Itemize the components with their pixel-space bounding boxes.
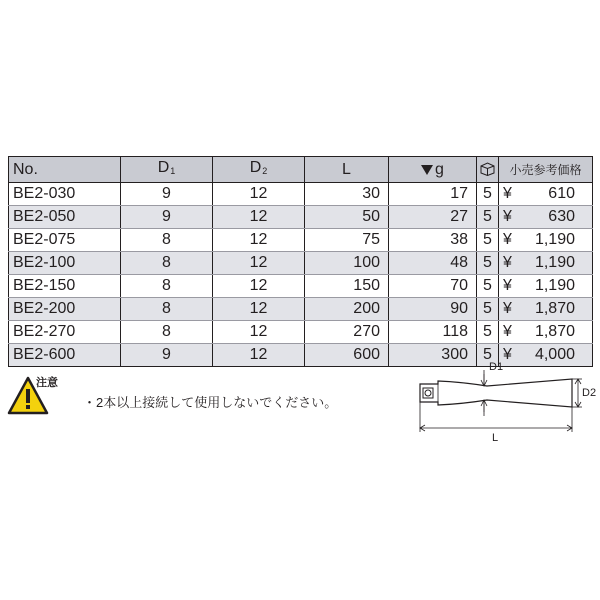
cell-weight: 70 (389, 275, 477, 298)
yen-sign: ¥ (503, 185, 512, 202)
spec-table (8, 156, 593, 367)
cell-quantity: 5 (477, 298, 499, 321)
cell-model-no: BE2-200 (9, 298, 121, 321)
cell-price (499, 229, 593, 252)
cell-price (499, 183, 593, 206)
cell-quantity: 5 (477, 206, 499, 229)
cell-d1: 9 (121, 183, 213, 206)
cell-d1: 8 (121, 275, 213, 298)
cell-quantity: 5 (477, 275, 499, 298)
cell-weight: 38 (389, 229, 477, 252)
table-row (9, 206, 593, 229)
cell-d1: 9 (121, 206, 213, 229)
price-amount: 1,190 (534, 231, 575, 248)
yen-sign: ¥ (503, 346, 512, 363)
cell-model-no: BE2-050 (9, 206, 121, 229)
cell-model-no: BE2-600 (9, 344, 121, 367)
cell-model-no: BE2-030 (9, 183, 121, 206)
caution-title: 注意 (36, 377, 58, 389)
diagram-label-d1: D1 (489, 361, 504, 373)
cell-d1: 8 (121, 298, 213, 321)
cell-weight: 48 (389, 252, 477, 275)
cell-d1: 8 (121, 229, 213, 252)
cell-quantity: 5 (477, 321, 499, 344)
cell-length: 150 (305, 275, 389, 298)
cell-length: 600 (305, 344, 389, 367)
cell-model-no: BE2-075 (9, 229, 121, 252)
price-amount: 630 (548, 208, 575, 225)
box-icon (480, 162, 495, 176)
cell-d1: 9 (121, 344, 213, 367)
header-l: L (305, 157, 389, 183)
cell-d2: 12 (213, 344, 305, 367)
extension-bar-drawing (412, 360, 592, 448)
cell-d2: 12 (213, 206, 305, 229)
yen-sign: ¥ (503, 208, 512, 225)
yen-sign: ¥ (503, 277, 512, 294)
table-row (9, 298, 593, 321)
cell-length: 75 (305, 229, 389, 252)
cell-price (499, 298, 593, 321)
cell-weight: 27 (389, 206, 477, 229)
header-weight: g (389, 157, 477, 183)
table-row (9, 321, 593, 344)
cell-d2: 12 (213, 321, 305, 344)
yen-sign: ¥ (503, 323, 512, 340)
price-amount: 610 (548, 185, 575, 202)
cell-d1: 8 (121, 321, 213, 344)
table-body (9, 183, 593, 367)
table-row (9, 275, 593, 298)
cell-d2: 12 (213, 183, 305, 206)
price-amount: 1,190 (534, 254, 575, 271)
table-header-row (9, 157, 593, 183)
weight-icon (421, 165, 433, 175)
cell-length: 270 (305, 321, 389, 344)
yen-sign: ¥ (503, 254, 512, 271)
header-d1: $D_1$ (121, 157, 213, 183)
cell-length: 100 (305, 252, 389, 275)
header-d2: $D_2$ (213, 157, 305, 183)
cell-weight: 90 (389, 298, 477, 321)
header-price: 小売参考価格 (499, 157, 593, 183)
cell-price (499, 275, 593, 298)
yen-sign: ¥ (503, 231, 512, 248)
cell-model-no: BE2-150 (9, 275, 121, 298)
price-amount: 4,000 (534, 346, 575, 363)
cell-d1: 8 (121, 252, 213, 275)
cell-d2: 12 (213, 229, 305, 252)
price-amount: 1,870 (534, 300, 575, 317)
cell-model-no: BE2-100 (9, 252, 121, 275)
diagram-label-d2: D2 (582, 387, 597, 399)
table-row (9, 252, 593, 275)
cell-price (499, 206, 593, 229)
table-row (9, 183, 593, 206)
cell-length: 200 (305, 298, 389, 321)
price-amount: 1,870 (534, 323, 575, 340)
cell-model-no: BE2-270 (9, 321, 121, 344)
cell-length: 30 (305, 183, 389, 206)
cell-price (499, 252, 593, 275)
cell-d2: 12 (213, 298, 305, 321)
cell-weight: 17 (389, 183, 477, 206)
cell-quantity: 5 (477, 229, 499, 252)
header-no: No. (9, 157, 121, 183)
extension-bar-diagram (412, 360, 597, 448)
diagram-label-l: L (492, 432, 499, 444)
table-row (9, 229, 593, 252)
cell-weight: 118 (389, 321, 477, 344)
cell-quantity: 5 (477, 252, 499, 275)
cell-quantity: 5 (477, 183, 499, 206)
caution-text: ・2本以上接続して使用しないでください。 (83, 395, 338, 410)
cell-price (499, 321, 593, 344)
cell-length: 50 (305, 206, 389, 229)
cell-d2: 12 (213, 275, 305, 298)
header-quantity (477, 157, 499, 183)
yen-sign: ¥ (503, 300, 512, 317)
cell-d2: 12 (213, 252, 305, 275)
cell-quantity: 5 (477, 344, 499, 367)
cell-weight: 300 (389, 344, 477, 367)
price-amount: 1,190 (534, 277, 575, 294)
